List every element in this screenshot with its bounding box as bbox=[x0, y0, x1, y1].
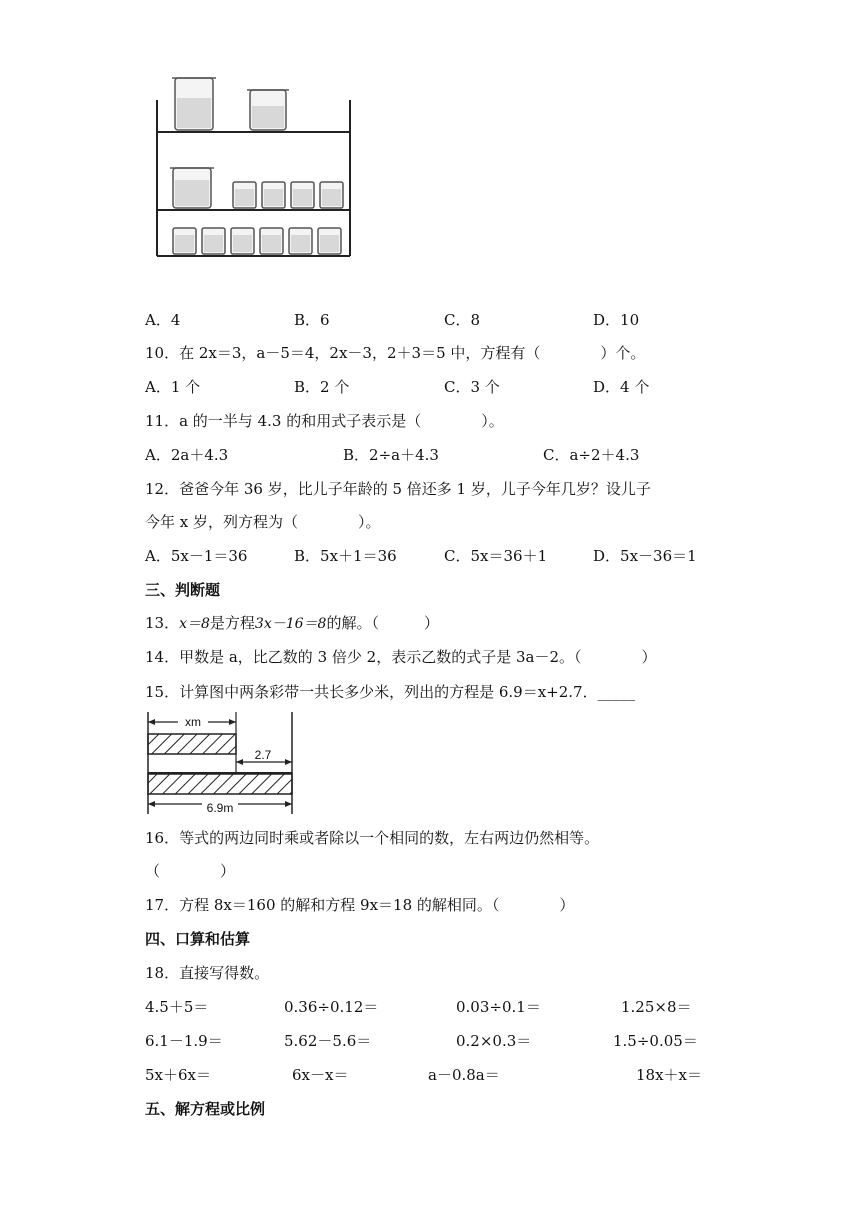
q12-stem-line1: 12．爸爸今年 36 岁，比儿子年龄的 5 倍还多 1 岁，儿子今年几岁？设儿子 bbox=[145, 480, 651, 498]
ribbon-figure bbox=[144, 710, 299, 816]
option-b: B．2 个 bbox=[294, 378, 350, 396]
q15-stem: 15．计算图中两条彩带一共长多少米，列出的方程是 6.9＝x+2.7．_____ bbox=[145, 683, 636, 701]
option-b: B．6 bbox=[294, 311, 330, 329]
q18-stem: 18．直接写得数。 bbox=[145, 964, 270, 982]
q16-blank: （ ） bbox=[145, 862, 236, 880]
q11-stem: 11．a 的一半与 4.3 的和用式子表示是（ ）。 bbox=[145, 412, 504, 430]
q13-number: 13． bbox=[145, 614, 180, 632]
calc-item: 0.2×0.3＝ bbox=[456, 1032, 532, 1050]
section-title: 四、口算和估算 bbox=[145, 930, 251, 948]
option-b: B．5x＋1＝36 bbox=[294, 547, 397, 565]
label-6-9m: 6.9m bbox=[206, 801, 234, 815]
q13-middle: 是方程 bbox=[209, 614, 255, 632]
q16-stem: 16．等式的两边同时乘或者除以一个相同的数，左右两边仍然相等。 bbox=[145, 829, 600, 847]
calc-item: 6.1－1.9＝ bbox=[145, 1032, 223, 1050]
section-title: 三、判断题 bbox=[145, 581, 221, 599]
calc-item: 1.5÷0.05＝ bbox=[613, 1032, 698, 1050]
calc-item: 18x＋x＝ bbox=[636, 1066, 703, 1084]
q10-stem: 10．在 2x＝3，a－5＝4，2x－3，2＋3＝5 中，方程有（ ）个。 bbox=[145, 344, 646, 362]
calc-item: 1.25×8＝ bbox=[621, 998, 692, 1016]
calc-item: 6x－x＝ bbox=[292, 1066, 349, 1084]
label-2-7: 2.7 bbox=[254, 748, 272, 762]
q12-stem-line2: 今年 x 岁，列方程为（ ）。 bbox=[145, 513, 381, 531]
option-c: C．8 bbox=[444, 311, 481, 329]
q13-stem bbox=[145, 613, 439, 634]
option-a: A．2a＋4.3 bbox=[145, 446, 229, 464]
option-a: A．1 个 bbox=[145, 378, 201, 396]
ribbon-top bbox=[148, 734, 236, 754]
calc-item: 0.36÷0.12＝ bbox=[284, 998, 379, 1016]
q14-stem: 14．甲数是 a，比乙数的 3 倍少 2，表示乙数的式子是 3a－2。（ ） bbox=[145, 648, 657, 666]
q13-formula: x＝8 bbox=[179, 616, 210, 632]
q13-equation: 3x－16＝8 bbox=[254, 616, 327, 632]
q13-tail: 的解。（ ） bbox=[326, 614, 439, 632]
section-title: 五、解方程或比例 bbox=[145, 1100, 266, 1118]
calc-item: 5x＋6x＝ bbox=[145, 1066, 212, 1084]
option-d: D．10 bbox=[593, 311, 640, 329]
calc-item: 0.03÷0.1＝ bbox=[456, 998, 541, 1016]
calc-item: a－0.8a＝ bbox=[428, 1066, 500, 1084]
option-c: C．5x＝36＋1 bbox=[444, 547, 548, 565]
option-b: B．2÷a＋4.3 bbox=[343, 446, 439, 464]
label-xm: xm bbox=[185, 715, 201, 729]
beaker-shelf-figure bbox=[150, 72, 360, 262]
option-d: D．5x－36＝1 bbox=[593, 547, 697, 565]
option-c: C．3 个 bbox=[444, 378, 500, 396]
ribbon-bottom bbox=[148, 774, 292, 794]
option-a: A．5x－1＝36 bbox=[145, 547, 248, 565]
option-a: A．4 bbox=[145, 311, 181, 329]
option-c: C．a÷2＋4.3 bbox=[543, 446, 640, 464]
calc-item: 4.5＋5＝ bbox=[145, 998, 209, 1016]
q17-stem: 17．方程 8x＝160 的解和方程 9x＝18 的解相同。（ ） bbox=[145, 896, 575, 914]
option-d: D．4 个 bbox=[593, 378, 650, 396]
calc-item: 5.62－5.6＝ bbox=[284, 1032, 372, 1050]
